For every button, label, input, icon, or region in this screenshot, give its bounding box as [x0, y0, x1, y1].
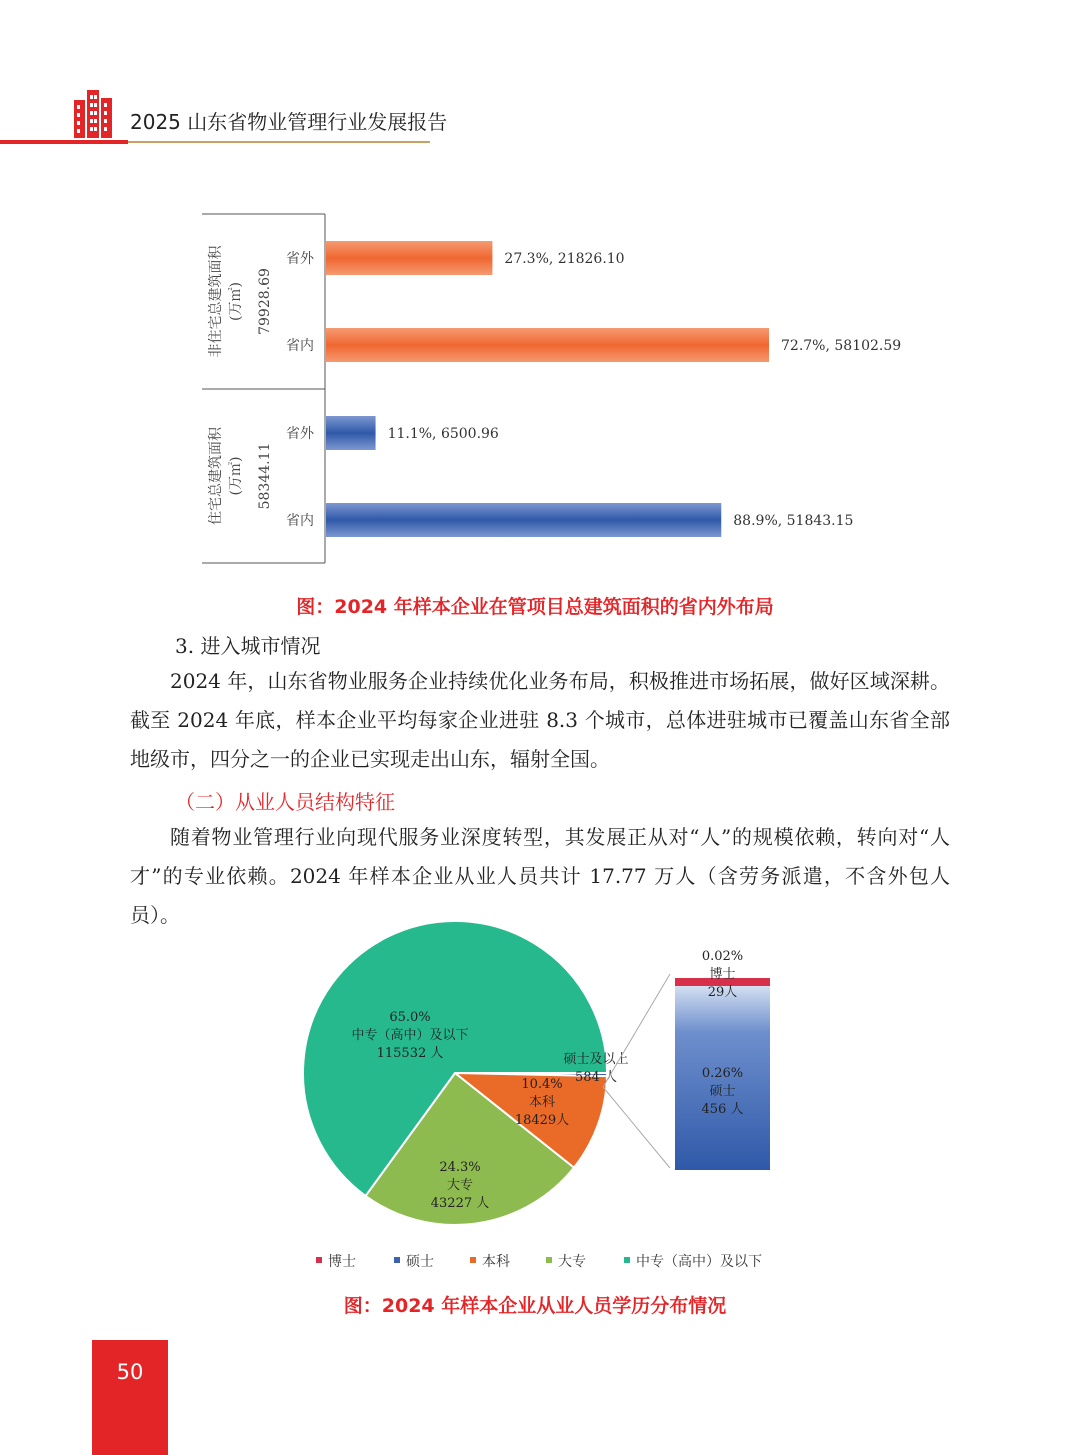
legend-label: 博士: [328, 1254, 356, 1270]
legend-swatch: [316, 1257, 322, 1263]
legend-label: 中专（高中）及以下: [636, 1254, 762, 1270]
pie-chart-caption: 图：2024 年样本企业从业人员学历分布情况: [343, 1295, 727, 1317]
bar: [326, 328, 769, 362]
section-heading-cities: 3. 进入城市情况: [175, 634, 321, 658]
bar-group-total: 58344.11: [257, 442, 273, 510]
paragraph-cities: 2024 年，山东省物业服务企业持续优化业务布局，积极推进市场拓展，做好区域深耕。截至 2024 年底，样本企业平均每家企业进驻 8.3 个城市，总体进驻城市已覆盖山东省全部地级市，四分之一的企业已实现走出山东，辐射全国。: [130, 669, 950, 771]
page-number: 50: [116, 1360, 144, 1384]
header-rule-gold: [128, 141, 430, 143]
bar-value-label: 72.7%, 58102.59: [781, 338, 902, 354]
legend-swatch: [470, 1257, 476, 1263]
legend-label: 硕士: [406, 1254, 434, 1270]
subsection-heading-staff: （二）从业人员结构特征: [175, 790, 395, 814]
bar-value-label: 27.3%, 21826.10: [504, 251, 625, 267]
legend-swatch: [624, 1257, 630, 1263]
pie-legend: [316, 1253, 762, 1270]
bar-category-label: 省内: [286, 338, 314, 354]
education-pie-chart: [290, 915, 810, 1275]
bar-value-label: 88.9%, 51843.15: [733, 513, 854, 529]
building-logo-icon: [66, 86, 118, 138]
legend-label: 本科: [482, 1254, 510, 1270]
paragraph-staff: 随着物业管理行业向现代服务业深度转型，其发展正从对“人”的规模依赖，转向对“人才”的专业依赖。2024 年样本企业从业人员共计 17.77 万人（含劳务派遣，不含外包人员）。: [130, 825, 950, 927]
stack-label-master: 0.26%硕士 456 人: [701, 1066, 744, 1117]
bar: [326, 503, 721, 537]
bar-category-label: 省外: [286, 251, 314, 267]
report-title: 2025 山东省物业管理行业发展报告: [130, 110, 448, 134]
bar: [326, 416, 376, 450]
page-number-box: [92, 1340, 168, 1455]
stack-label-phd: 0.02%博士 29人: [701, 949, 744, 1000]
pie-slice-label: 硕士及以上 584 人: [563, 1052, 629, 1085]
connector-line: [603, 974, 670, 1087]
header-rule-red: [0, 140, 128, 144]
bar-chart-caption: 图：2024 年样本企业在管项目总建筑面积的省内外布局: [296, 596, 774, 618]
legend-swatch: [394, 1257, 400, 1263]
bar-group-total: 79928.69: [257, 268, 273, 335]
bar-group-label: 非住宅总建筑面积 (万㎡): [208, 245, 244, 358]
building-area-bar-chart: [190, 205, 910, 575]
pie-slice-label: 24.3%大专 43227 人: [430, 1160, 490, 1211]
bar: [326, 241, 492, 275]
connector-line: [603, 1087, 670, 1168]
pie-slice-label: 10.4%本科 18429人: [514, 1077, 570, 1128]
bar-category-label: 省外: [286, 426, 314, 442]
bar-group-label: 住宅总建筑面积 (万㎡): [208, 427, 244, 525]
bar-value-label: 11.1%, 6500.96: [387, 426, 499, 442]
pie-slice-label: 65.0%中专（高中）及以下 115532 人: [351, 1010, 469, 1061]
legend-swatch: [546, 1257, 552, 1263]
bar-category-label: 省内: [286, 513, 314, 529]
legend-label: 大专: [558, 1254, 586, 1270]
